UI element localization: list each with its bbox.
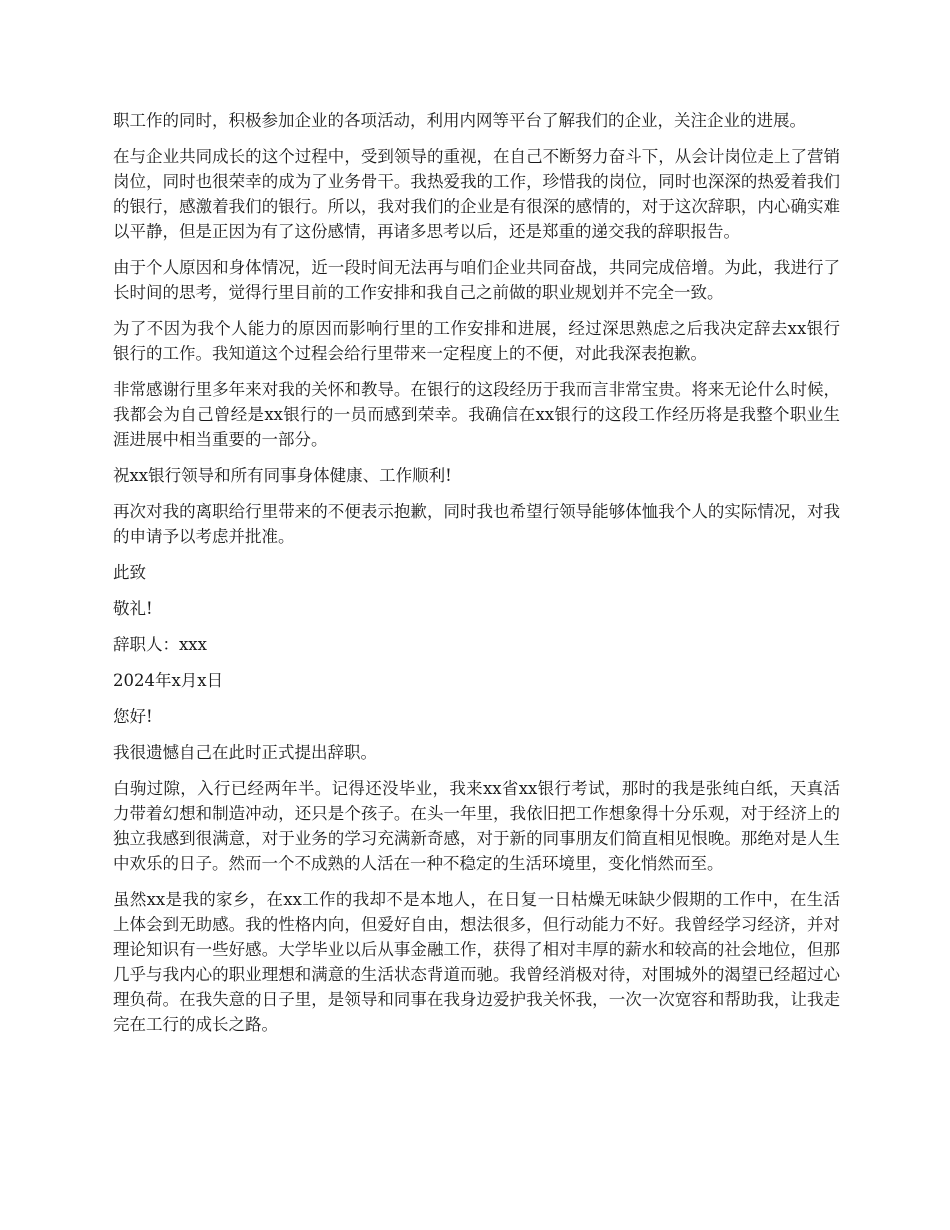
paragraph-reasons: 由于个人原因和身体情况，近一段时间无法再与咱们企业共同奋战，共同完成倍增。为此，我进行了长时间的思考，觉得行里目前的工作安排和我自己之前做的职业规划并不完全一致。	[113, 258, 840, 302]
signature-line: 辞职人：xxx	[113, 635, 207, 654]
paragraph-wishes: 祝xx银行领导和所有同事身体健康、工作顺利!	[113, 466, 452, 485]
paragraph-decision: 为了不因为我个人能力的原因而影响行里的工作安排和进展，经过深思熟虑之后我决定辞去xx银行银行的工作。我知道这个过程会给行里带来一定程度上的不便，对此我深表抱歉。	[113, 319, 840, 363]
paragraph-resignation-statement: 我很遗憾自己在此时正式提出辞职。	[113, 743, 377, 762]
date-line: 2024年x月x日	[113, 671, 224, 690]
closing-respect: 敬礼!	[113, 599, 153, 618]
document-body	[113, 108, 840, 1048]
greeting: 您好!	[113, 707, 153, 726]
paragraph-reflection: 虽然xx是我的家乡，在xx工作的我却不是本地人，在日复一日枯燥无味缺少假期的工作中，在生活上体会到无助感。我的性格内向，但爱好自由，想法很多，但行动能力不好。我曾经学习经济，并对理论知识有一些好感。大学毕业以后从事金融工作，获得了相对丰厚的薪水和较高的社会地位，但那几乎与我内心的职业理想和满意的生活状态背道而驰。我曾经消极对待，对围城外的渴望已经超过心理负荷。在我失意的日子里，是领导和同事在我身边爱护我关怀我，一次一次宽容和帮助我，让我走完在工行的成长之路。	[113, 890, 840, 1034]
paragraph-thanks: 非常感谢行里多年来对我的关怀和教导。在银行的这段经历于我而言非常宝贵。将来无论什么时候，我都会为自己曾经是xx银行的一员而感到荣幸。我确信在xx银行的这段工作经历将是我整个职业生涯进展中相当重要的一部分。	[113, 380, 840, 449]
closing-salutation: 此致	[113, 563, 146, 582]
paragraph-activities: 职工作的同时，积极参加企业的各项活动，利用内网等平台了解我们的企业，关注企业的进展。	[113, 111, 806, 130]
paragraph-apology: 再次对我的离职给行里带来的不便表示抱歉，同时我也希望行领导能够体恤我个人的实际情况，对我的申请予以考虑并批准。	[113, 502, 840, 546]
paragraph-growth: 在与企业共同成长的这个过程中，受到领导的重视，在自己不断努力奋斗下，从会计岗位走上了营销岗位，同时也很荣幸的成为了业务骨干。我热爱我的工作，珍惜我的岗位，同时也深深的热爱着我们的银行，感激着我们的银行。所以，我对我们的企业是有很深的感情的，对于这次辞职，内心确实难以平静，但是正因为有了这份感情，再诸多思考以后，还是郑重的递交我的辞职报告。	[113, 147, 840, 241]
paragraph-memories: 白驹过隙，入行已经两年半。记得还没毕业，我来xx省xx银行考试，那时的我是张纯白纸，天真活力带着幻想和制造冲动，还只是个孩子。在头一年里，我依旧把工作想象得十分乐观，对于经济上的独立我感到很满意，对于业务的学习充满新奇感，对于新的同事朋友们简直相见恨晚。那绝对是人生中欢乐的日子。然而一个不成熟的人活在一种不稳定的生活环境里，变化悄然而至。	[113, 779, 840, 873]
